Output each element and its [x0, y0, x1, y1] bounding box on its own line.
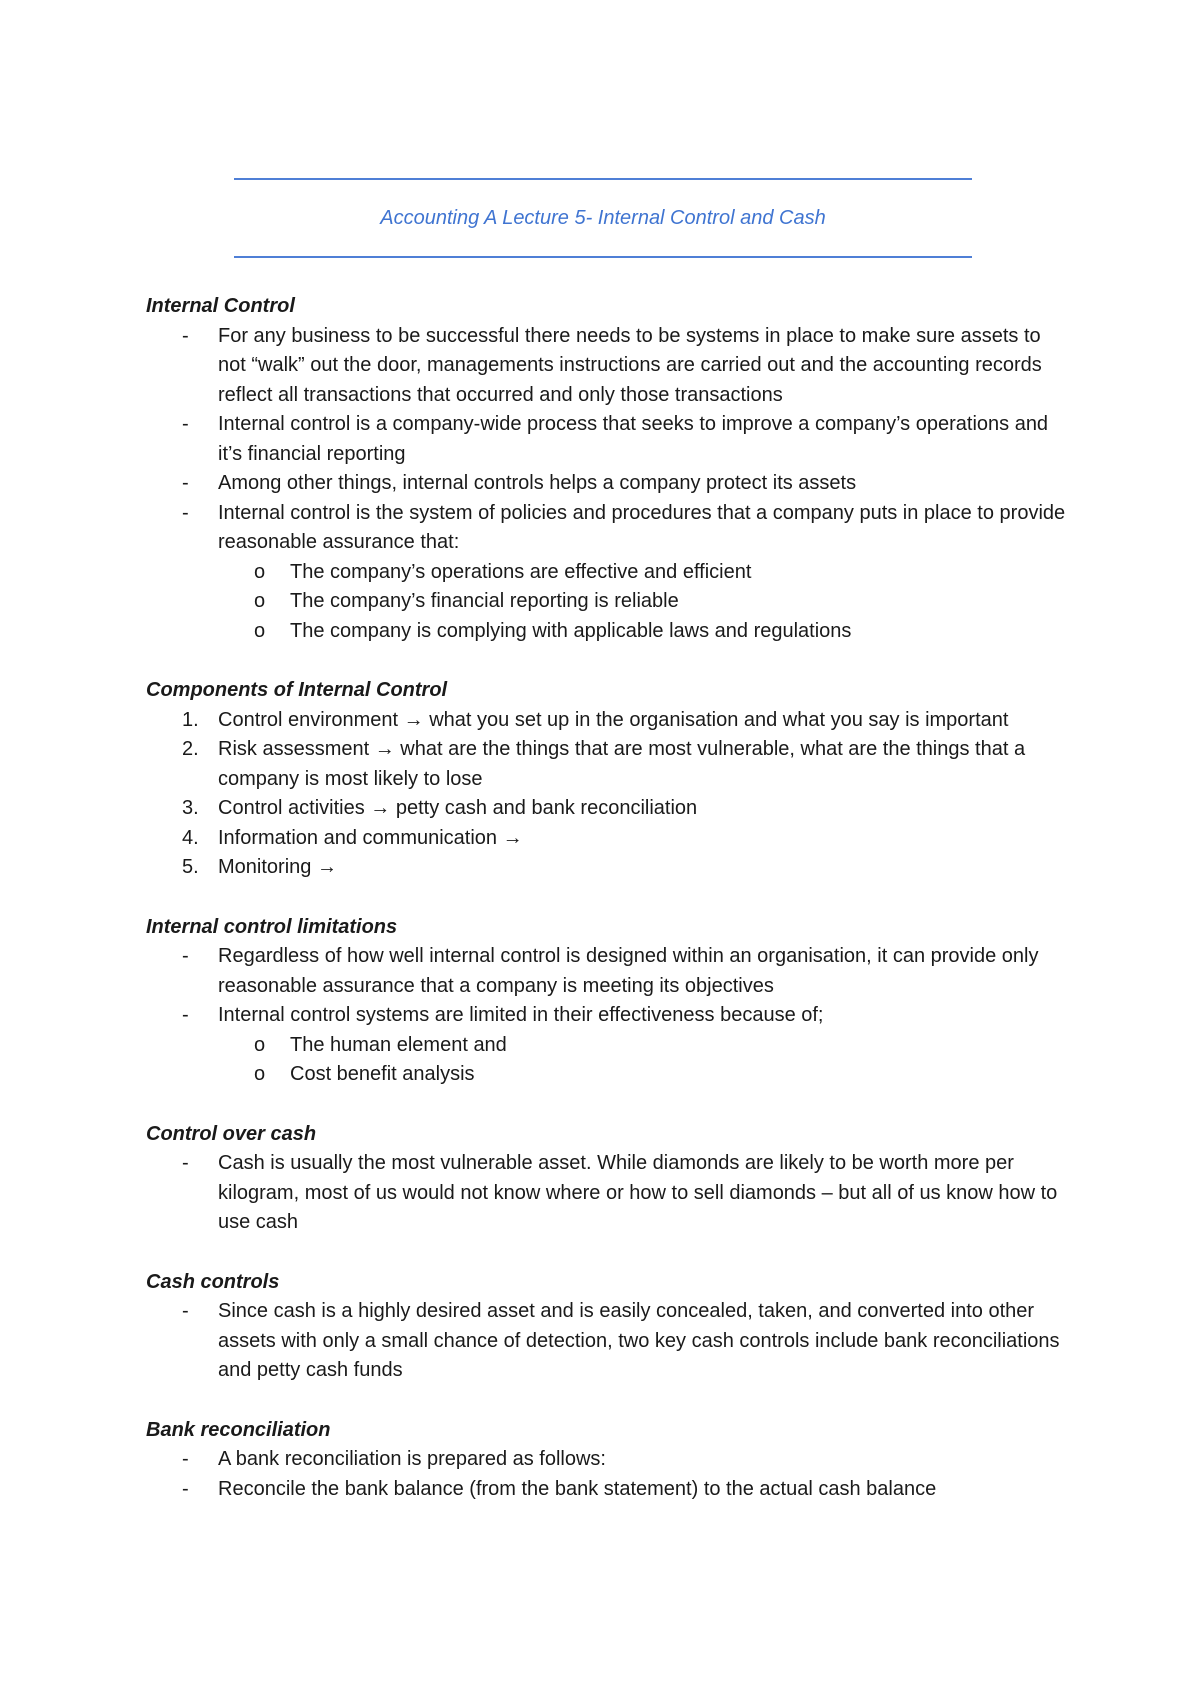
list-item-text: Reconcile the bank balance (from the bank statement) to the actual cash balance: [218, 1477, 937, 1500]
section-bank-reconciliation: [146, 1416, 1066, 1505]
arrow-right-icon: →: [370, 797, 391, 819]
numbered-item: [146, 824, 1066, 854]
circle-bullet-icon: o: [254, 619, 266, 642]
dash-marker: -: [182, 1004, 189, 1026]
section-cash-controls: [146, 1268, 1066, 1386]
dash-marker: -: [182, 945, 189, 967]
list-item-text: Internal control is the system of policies and procedures that a company puts in place to provide reasonable assurance that:: [218, 501, 1066, 553]
list-item: [146, 1475, 1066, 1505]
title-top-rule: [234, 178, 972, 180]
list-item-text: Among other things, internal controls helps a company protect its assets: [218, 472, 857, 494]
list-item-text: Regardless of how well internal control is designed within an organisation, it can provide only reasonable assurance that a company is meeting its objectives: [218, 945, 1039, 997]
dash-marker: -: [182, 472, 189, 494]
document-body: [146, 292, 1066, 1534]
bullet-list: [146, 942, 1066, 1090]
list-item-text: Internal control systems are limited in their effectiveness because of;: [218, 1004, 824, 1026]
circle-bullet-icon: o: [254, 1033, 266, 1056]
numbered-item: [146, 794, 1066, 824]
sub-bullet-list: [218, 1031, 1066, 1090]
item-number: 2.: [182, 738, 199, 760]
list-item: [146, 499, 1066, 647]
sub-list-item-text: The human element and: [290, 1033, 507, 1056]
item-description: what you set up in the organisation and what you say is important: [429, 708, 1009, 731]
title-block: [234, 178, 972, 258]
circle-bullet-icon: o: [254, 1063, 266, 1085]
dash-marker: -: [182, 1477, 189, 1500]
list-item: [146, 410, 1066, 469]
dash-marker: -: [182, 1152, 189, 1174]
item-number: 1.: [182, 708, 199, 731]
list-item: [146, 1445, 1066, 1475]
arrow-right-icon: →: [403, 708, 424, 731]
circle-bullet-icon: o: [254, 560, 266, 583]
list-item: [146, 322, 1066, 411]
dash-marker: -: [182, 413, 189, 435]
item-number: 3.: [182, 797, 199, 819]
numbered-list: [146, 706, 1066, 883]
sub-list-item-text: The company is complying with applicable laws and regulations: [290, 619, 852, 642]
sub-list-item-text: The company’s operations are effective and efficient: [290, 560, 752, 583]
section-heading: Internal Control: [146, 295, 295, 317]
list-item-text: Since cash is a highly desired asset and is easily concealed, taken, and converted into other assets with only a small chance of detection, two key cash controls include bank reconciliations and petty cash funds: [218, 1300, 1060, 1381]
section-heading: Components of Internal Control: [146, 679, 448, 701]
item-label: Control environment: [218, 708, 399, 731]
arrow-right-icon: →: [502, 826, 523, 849]
item-description: petty cash and bank reconciliation: [395, 797, 698, 819]
sub-list-item: [146, 587, 1066, 617]
item-label: Control activities: [218, 797, 365, 819]
numbered-item: [146, 853, 1066, 883]
item-description: what are the things that are most vulnerable, what are the things that a company is most likely to lose: [218, 738, 1026, 790]
bullet-list: [146, 1445, 1066, 1504]
section-heading: Control over cash: [146, 1122, 317, 1145]
bullet-list: [146, 1149, 1066, 1238]
list-item: [146, 469, 1066, 499]
item-label: Risk assessment: [218, 738, 370, 760]
sub-list-item-text: Cost benefit analysis: [290, 1063, 475, 1085]
section-components: [146, 676, 1066, 883]
dash-marker: -: [182, 1448, 189, 1470]
bullet-list: [146, 322, 1066, 647]
page-title: Accounting A Lecture 5- Internal Control and Cash: [380, 207, 826, 229]
list-item-text: Internal control is a company-wide process that seeks to improve a company’s operations and it’s financial reporting: [218, 413, 1049, 465]
numbered-item: [146, 706, 1066, 736]
section-internal-control: [146, 292, 1066, 646]
list-item-text: Cash is usually the most vulnerable asset. While diamonds are likely to be worth more per kilogram, most of us would not know where or how to sell diamonds – but all of us know how to use cash: [218, 1152, 1058, 1233]
sub-list-item: [146, 558, 1066, 588]
list-item-text: For any business to be successful there needs to be systems in place to make sure assets to not “walk” out the door, managements instructions are carried out and the accounting records reflect all transactions that occurred and only those transactions: [218, 324, 1042, 406]
section-control-over-cash: [146, 1120, 1066, 1238]
list-item: [146, 942, 1066, 1001]
sub-list-item: [146, 617, 1066, 647]
item-number: 4.: [182, 826, 199, 849]
sub-list-item: [146, 1031, 1066, 1061]
sub-list-item: [146, 1060, 1066, 1090]
section-heading: Internal control limitations: [146, 915, 398, 938]
dash-marker: -: [182, 501, 189, 524]
list-item: [146, 1001, 1066, 1090]
sub-list-item-text: The company’s financial reporting is reliable: [290, 590, 679, 612]
section-heading: Cash controls: [146, 1270, 280, 1293]
arrow-right-icon: →: [316, 856, 337, 878]
list-item: [146, 1297, 1066, 1386]
dash-marker: -: [182, 1300, 189, 1322]
circle-bullet-icon: o: [254, 590, 266, 612]
arrow-right-icon: →: [374, 738, 395, 760]
item-label: Monitoring: [218, 856, 312, 878]
title-bottom-rule: [234, 256, 972, 258]
section-heading: Bank reconciliation: [146, 1418, 331, 1441]
list-item-text: A bank reconciliation is prepared as follows:: [218, 1448, 606, 1470]
sub-bullet-list: [218, 558, 1066, 647]
list-item: [146, 1149, 1066, 1238]
dash-marker: -: [182, 324, 189, 347]
section-limitations: [146, 913, 1066, 1090]
numbered-item: [146, 735, 1066, 794]
item-number: 5.: [182, 856, 199, 878]
bullet-list: [146, 1297, 1066, 1386]
item-label: Information and communication: [218, 826, 498, 849]
